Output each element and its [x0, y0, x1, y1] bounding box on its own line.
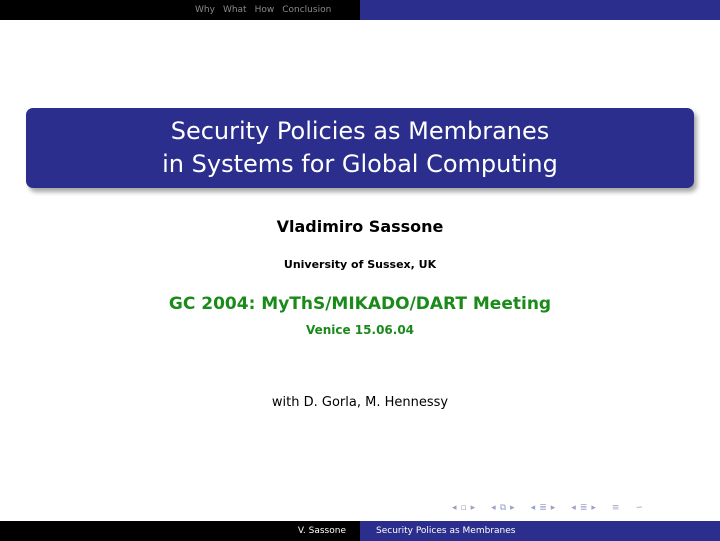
arrow-right-icon[interactable]: ▸	[550, 503, 556, 513]
nav-item-conclusion[interactable]: Conclusion	[282, 5, 332, 15]
title-block	[26, 108, 694, 188]
nav-item-what[interactable]: What	[222, 5, 247, 15]
frame-icon[interactable]: ⧉	[499, 503, 507, 513]
arrow-left-icon[interactable]: ◂	[452, 503, 457, 513]
footer-author: V. Sassone	[297, 526, 346, 536]
footer-title-box	[360, 521, 720, 541]
arrow-right-icon[interactable]: ▸	[470, 503, 476, 513]
arrow-left-icon[interactable]: ◂	[530, 503, 536, 513]
navigation-symbols	[452, 500, 643, 516]
footer-bar	[0, 521, 720, 541]
section-icon[interactable]: ≣	[579, 503, 588, 513]
footer-short-title: Security Polices as Membranes	[376, 526, 516, 536]
arrow-left-icon[interactable]: ◂	[491, 503, 496, 513]
arrow-right-icon[interactable]: ▸	[510, 503, 515, 513]
subsection-icon[interactable]: ≣	[539, 503, 547, 513]
author-name: Vladimiro Sassone	[276, 217, 444, 236]
section-navigation	[0, 0, 360, 20]
arrow-left-icon[interactable]: ◂	[571, 503, 576, 513]
align-icon[interactable]: ≡	[611, 503, 620, 513]
top-navigation-bar	[0, 0, 720, 20]
nav-item-how[interactable]: How	[254, 5, 275, 15]
coauthors: with D. Gorla, M. Hennessy	[271, 395, 449, 410]
footer-author-box	[0, 521, 360, 541]
title-line-2: in Systems for Global Computing	[162, 150, 558, 178]
nav-item-why[interactable]: Why	[195, 5, 215, 15]
title-line-1: Security Policies as Membranes	[170, 117, 550, 145]
search-icon[interactable]: ∽	[635, 503, 643, 513]
institute: University of Sussex, UK	[283, 258, 437, 271]
topbar-filler	[360, 0, 720, 20]
event-name: GC 2004: MyThS/MIKADO/DART Meeting	[168, 294, 552, 314]
arrow-right-icon[interactable]: ▸	[591, 503, 596, 513]
frame-icon[interactable]: ▫	[460, 503, 467, 513]
event-date: Venice 15.06.04	[305, 323, 415, 337]
